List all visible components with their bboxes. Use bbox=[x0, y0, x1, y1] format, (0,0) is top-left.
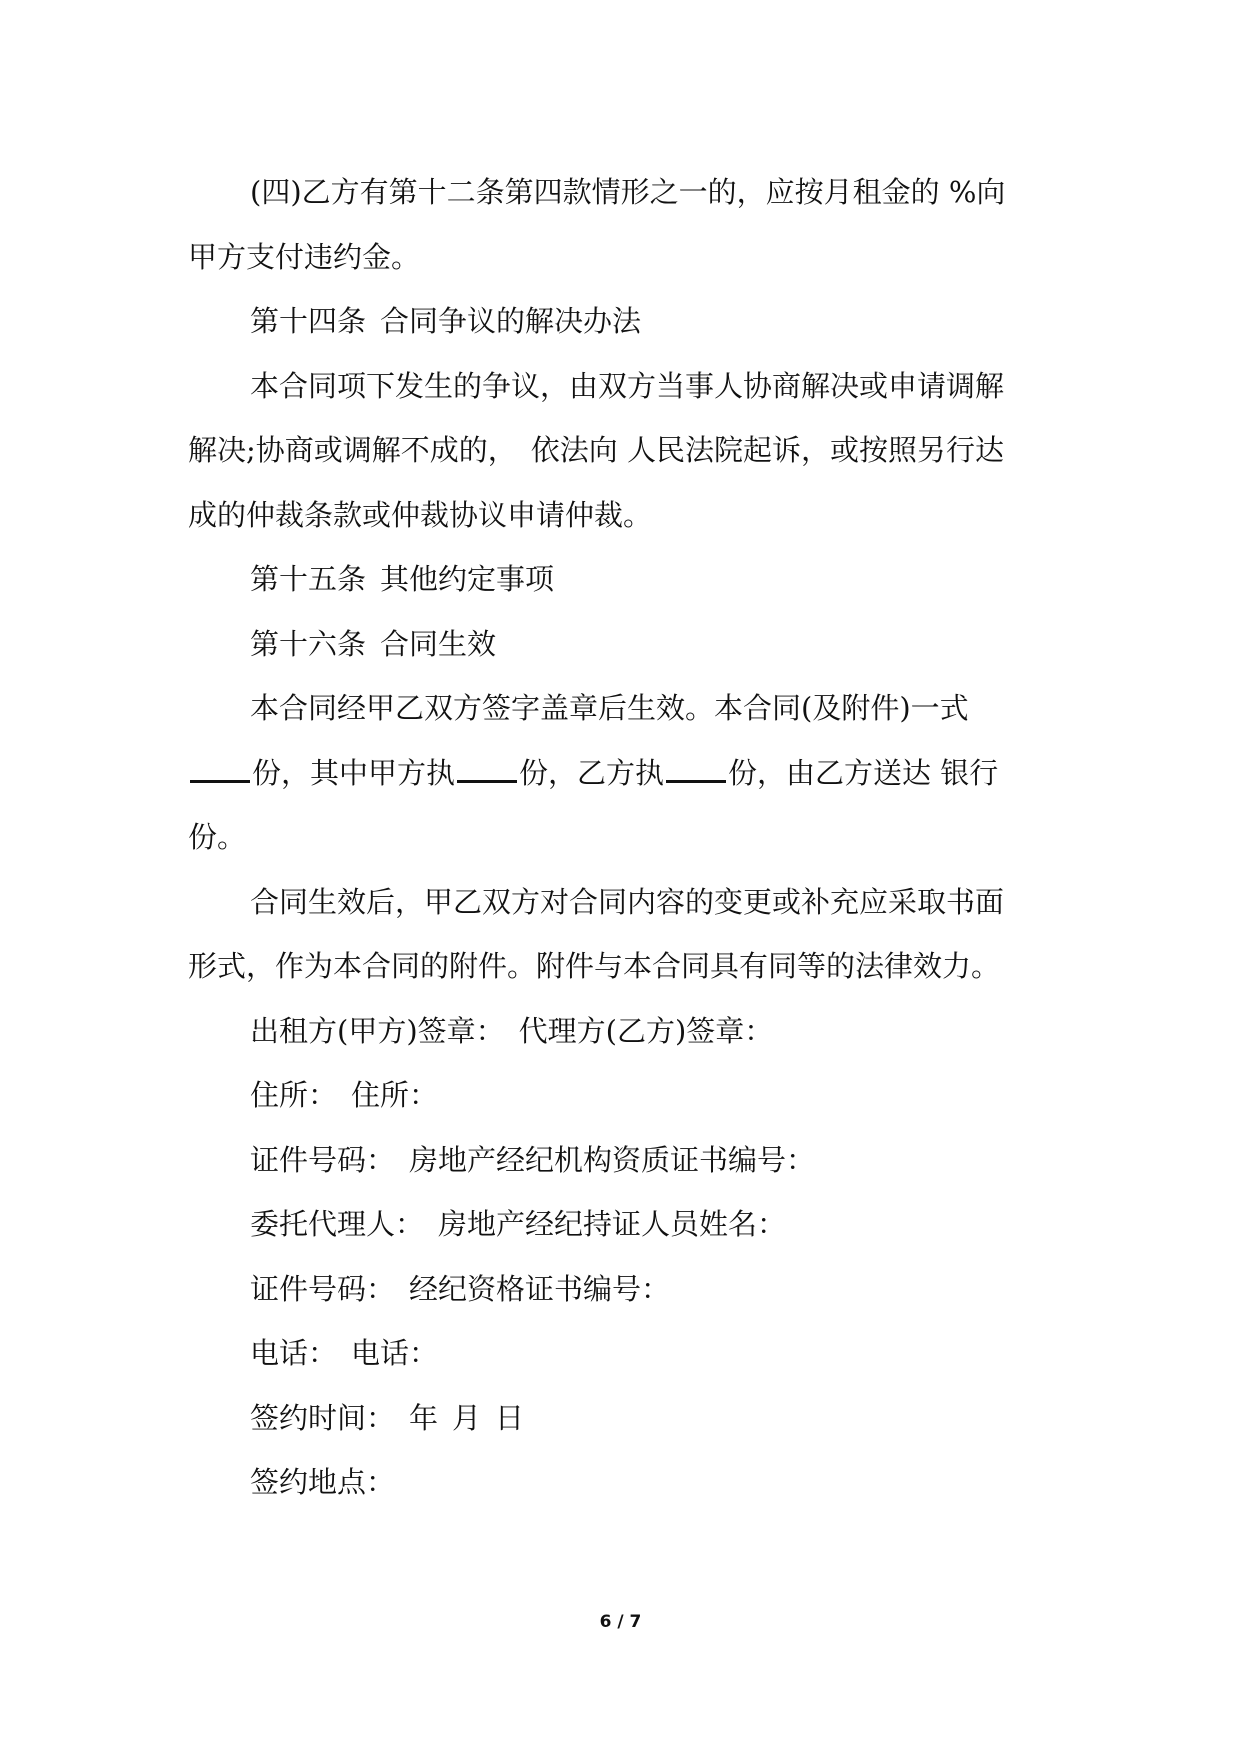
signature-line: 住所： 住所： bbox=[250, 1078, 439, 1112]
fill-blank[interactable] bbox=[190, 756, 250, 783]
paragraph-line: 合同生效后，甲乙双方对合同内容的变更或补充应采取书面 bbox=[250, 884, 1005, 919]
article-heading: 第十五条 其他约定事项 bbox=[250, 562, 555, 596]
page-number: 6 / 7 bbox=[599, 1612, 642, 1632]
paragraph-line: (四)乙方有第十二条第四款情形之一的，应按月租金的 %向 bbox=[250, 175, 1006, 209]
paragraph-line: 本合同经甲乙双方签字盖章后生效。本合同(及附件)一式 bbox=[250, 691, 969, 725]
signature-line: 证件号码： 房地产经纪机构资质证书编号： bbox=[250, 1142, 816, 1177]
paragraph-line: 形式，作为本合同的附件。附件与本合同具有同等的法律效力。 bbox=[188, 949, 1001, 983]
article-heading: 第十四条 合同争议的解决办法 bbox=[250, 304, 642, 338]
paragraph-line: 本合同项下发生的争议，由双方当事人协商解决或申请调解 bbox=[250, 368, 1005, 403]
paragraph-line: 解决;协商或调解不成的， 依法向 人民法院起诉，或按照另行达 bbox=[188, 433, 1005, 467]
signature-line: 证件号码： 经纪资格证书编号： bbox=[250, 1271, 671, 1306]
paragraph-line: 份，其中甲方执 份，乙方执 份，由乙方送达 银行 bbox=[188, 741, 1058, 806]
signature-line: 签约地点： bbox=[250, 1465, 396, 1499]
fill-blank[interactable] bbox=[666, 756, 726, 783]
fill-blank[interactable] bbox=[457, 756, 517, 783]
paragraph-line: 成的仲裁条款或仲裁协议申请仲裁。 bbox=[188, 497, 653, 532]
signature-line: 电话： 电话： bbox=[250, 1336, 439, 1370]
document-body bbox=[188, 160, 1058, 1515]
paragraph-line: 甲方支付违约金。 bbox=[188, 239, 421, 274]
signature-line: 委托代理人： 房地产经纪持证人员姓名： bbox=[250, 1207, 787, 1241]
signature-line: 签约时间： 年 月 日 bbox=[250, 1400, 525, 1435]
paragraph-line: 份。 bbox=[188, 820, 247, 854]
article-heading: 第十六条 合同生效 bbox=[250, 626, 497, 661]
signature-line: 出租方(甲方)签章： 代理方(乙方)签章： bbox=[250, 1013, 774, 1048]
